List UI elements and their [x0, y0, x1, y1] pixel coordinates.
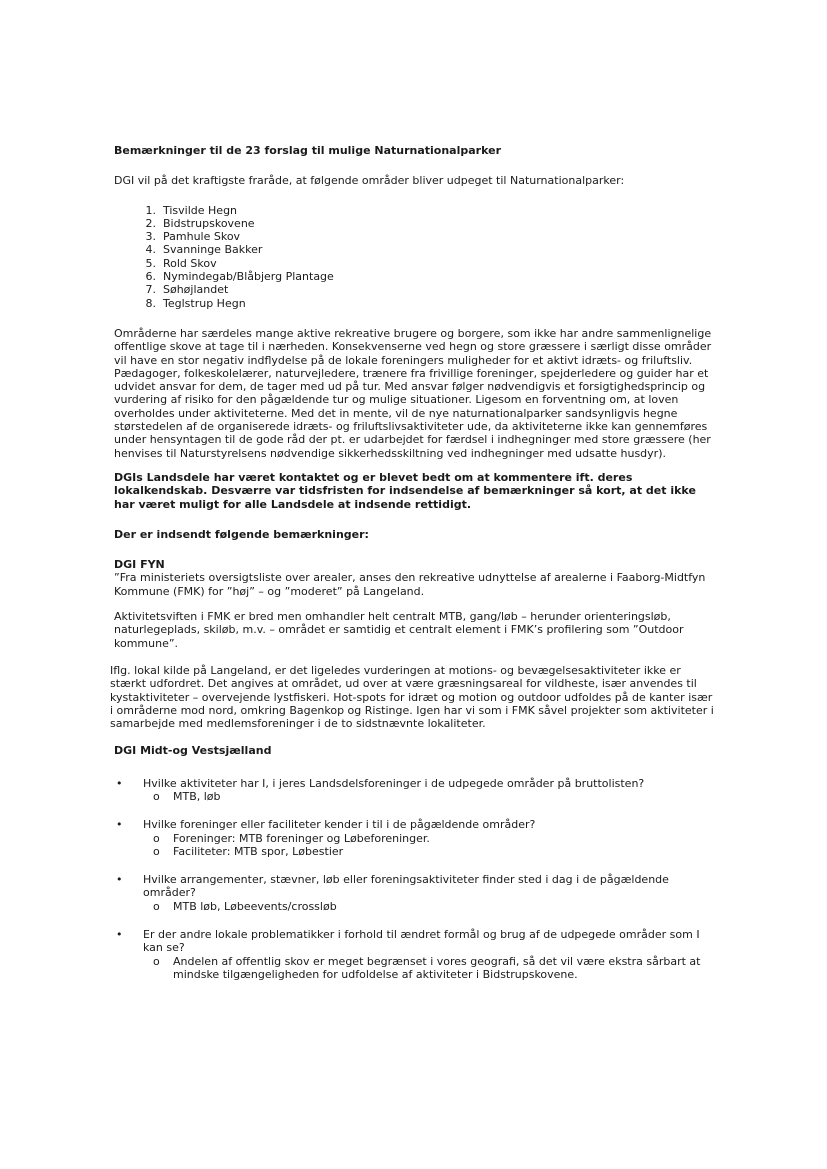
question-text: Hvilke aktiviteter har I, i jeres Landsdelsforeninger i de udpegede områder på bruttolisten? — [143, 776, 645, 790]
list-item: 2. Bidstrupskovene — [145, 216, 255, 230]
fyn-paragraph-2: Aktivitetsviften i FMK er bred men omhandler helt centralt MTB, gang/løb – herunder orienteringsløb, naturlegeplads, skiløb, m.v. – området er samtidig et centralt element i FMK’s profilering som ”Outdoor kommune”. — [114, 610, 684, 650]
document-title: Bemærkninger til de 23 forslag til mulige Naturnationalparker — [114, 144, 501, 157]
list-item: 6. Nymindegab/Blåbjerg Plantage — [145, 270, 334, 284]
fyn-heading: DGI FYN — [114, 558, 165, 572]
answer-list — [143, 955, 714, 982]
bullet-icon: • — [116, 776, 123, 790]
list-item: 4. Svanninge Bakker — [145, 243, 263, 257]
question-item — [114, 777, 714, 804]
question-text: Hvilke arrangementer, stævner, løb eller foreningsaktiviteter finder sted i dag i de pågældende områder? — [143, 873, 669, 900]
bullet-icon: • — [116, 928, 123, 942]
intro-paragraph: DGI vil på det kraftigste fraråde, at følgende områder bliver udpeget til Naturnationalparker: — [114, 174, 625, 188]
answer-list — [143, 790, 714, 803]
list-item: 1. Tisvilde Hegn — [145, 203, 238, 217]
circle-bullet-icon: o — [153, 844, 160, 858]
document-body — [110, 144, 714, 996]
question-list — [114, 777, 714, 982]
midt-vest-heading: DGI Midt-og Vestsjælland — [114, 744, 272, 758]
answer-item: o Andelen af offentlig skov er meget begrænset i vores geografi, så det vil være ekstra sårbart at mindske tilgængeligheden for udfoldelse af aktiviteter i Bidstrupskovene. — [153, 954, 701, 981]
list-item: 7. Søhøjlandet — [145, 283, 229, 297]
responsibility-paragraph: Pædagoger, folkeskolelærer, naturvejledere, trænere fra frivillige foreninger, spejderledere og guider har et udvidet ansvar for dem, de tager med ud på tur. Med ansvar følger nødvendigvis et forsigtighedsprincip og vurdering af risiko for den pågældende tur og mulige situationer. Ligesom en forventning om, at loven overholdes under aktiviteterne. Med det in mente, vil de nye naturnationalparker sandsynligvis hegne størstedelen af de organiserede idræts- og friluftslivsaktiviteter ude, da aktiviteterne ikke kan gennemføres under hensyntagen til de gode råd der pt. er udarbejdet for færdsel i indhegninger med store græssere (her henvises til Naturstyrelsens nødvendige sikkerhedsskiltning ved indhegninger med udsatte husdyr). — [114, 366, 711, 460]
users-paragraph: Områderne har særdeles mange aktive rekreative brugere og borgere, som ikke har andre sammenlignelige offentlige skove at tage til i nærheden. Konsekvenserne ved hegn og store græssere i særligt disse områder vil have en stor negativ indflydelse på de lokale foreningers muligheder for et aktivt idræts- og friluftsliv. — [114, 326, 712, 367]
area-list — [114, 204, 714, 310]
list-item: 5. Rold Skov — [145, 256, 217, 270]
landsdele-paragraph: DGIs Landsdele har været kontaktet og er blevet bedt om at kommentere ift. deres lokalkendskab. Desværre var tidsfristen for indsendelse af bemærkninger så kort, at det ikke har været muligt for alle Landsdele at indsende rettidigt. — [114, 470, 696, 511]
question-item — [114, 818, 714, 858]
answer-item: o Foreninger: MTB foreninger og Løbeforeninger. — [153, 831, 430, 845]
fyn-paragraph-1: ”Fra ministeriets oversigtsliste over arealer, anses den rekreative udnyttelse af arealerne i Faaborg-Midtfyn Kommune (FMK) for ”høj” – og ”moderet” på Langeland. — [114, 571, 706, 598]
circle-bullet-icon: o — [153, 831, 160, 845]
list-item: 8. Teglstrup Hegn — [145, 296, 246, 310]
circle-bullet-icon: o — [153, 954, 160, 968]
question-item — [114, 873, 714, 913]
fyn-paragraph-3: Iflg. lokal kilde på Langeland, er det ligeledes vurderingen at motions- og bevægelsesaktiviteter ikke er stærkt udfordret. Det angives at området, ud over at være græsningsareal for vildheste, især anvendes til kystaktiviteter – overvejende lystfiskeri. Hot-spots for idræt og motion og outdoor udfoldes på de kanter især i områderne mod nord, omkring Bagenkop og Ristinge. Igen har vi som i FMK såvel projekter som aktiviteter i samarbejde med medlemsforeninger i de to sidstnævnte lokaliteter. — [110, 663, 714, 731]
bullet-icon: • — [116, 818, 123, 832]
comments-heading: Der er indsendt følgende bemærkninger: — [114, 527, 369, 541]
answer-list — [143, 832, 714, 859]
question-text: Er der andre lokale problematikker i forhold til ændret formål og brug af de udpegede områder som I kan se? — [143, 928, 700, 955]
bullet-icon: • — [116, 873, 123, 887]
circle-bullet-icon: o — [153, 899, 160, 913]
answer-item: o MTB løb, Løbeevents/crossløb — [153, 899, 337, 913]
list-item: 3. Pamhule Skov — [145, 230, 241, 244]
answer-item: o MTB, løb — [153, 789, 221, 803]
circle-bullet-icon: o — [153, 789, 160, 803]
question-item — [114, 928, 714, 981]
question-text: Hvilke foreninger eller faciliteter kender i til i de pågældende områder? — [143, 818, 536, 832]
answer-list — [143, 900, 714, 913]
answer-item: o Faciliteter: MTB spor, Løbestier — [153, 844, 344, 858]
